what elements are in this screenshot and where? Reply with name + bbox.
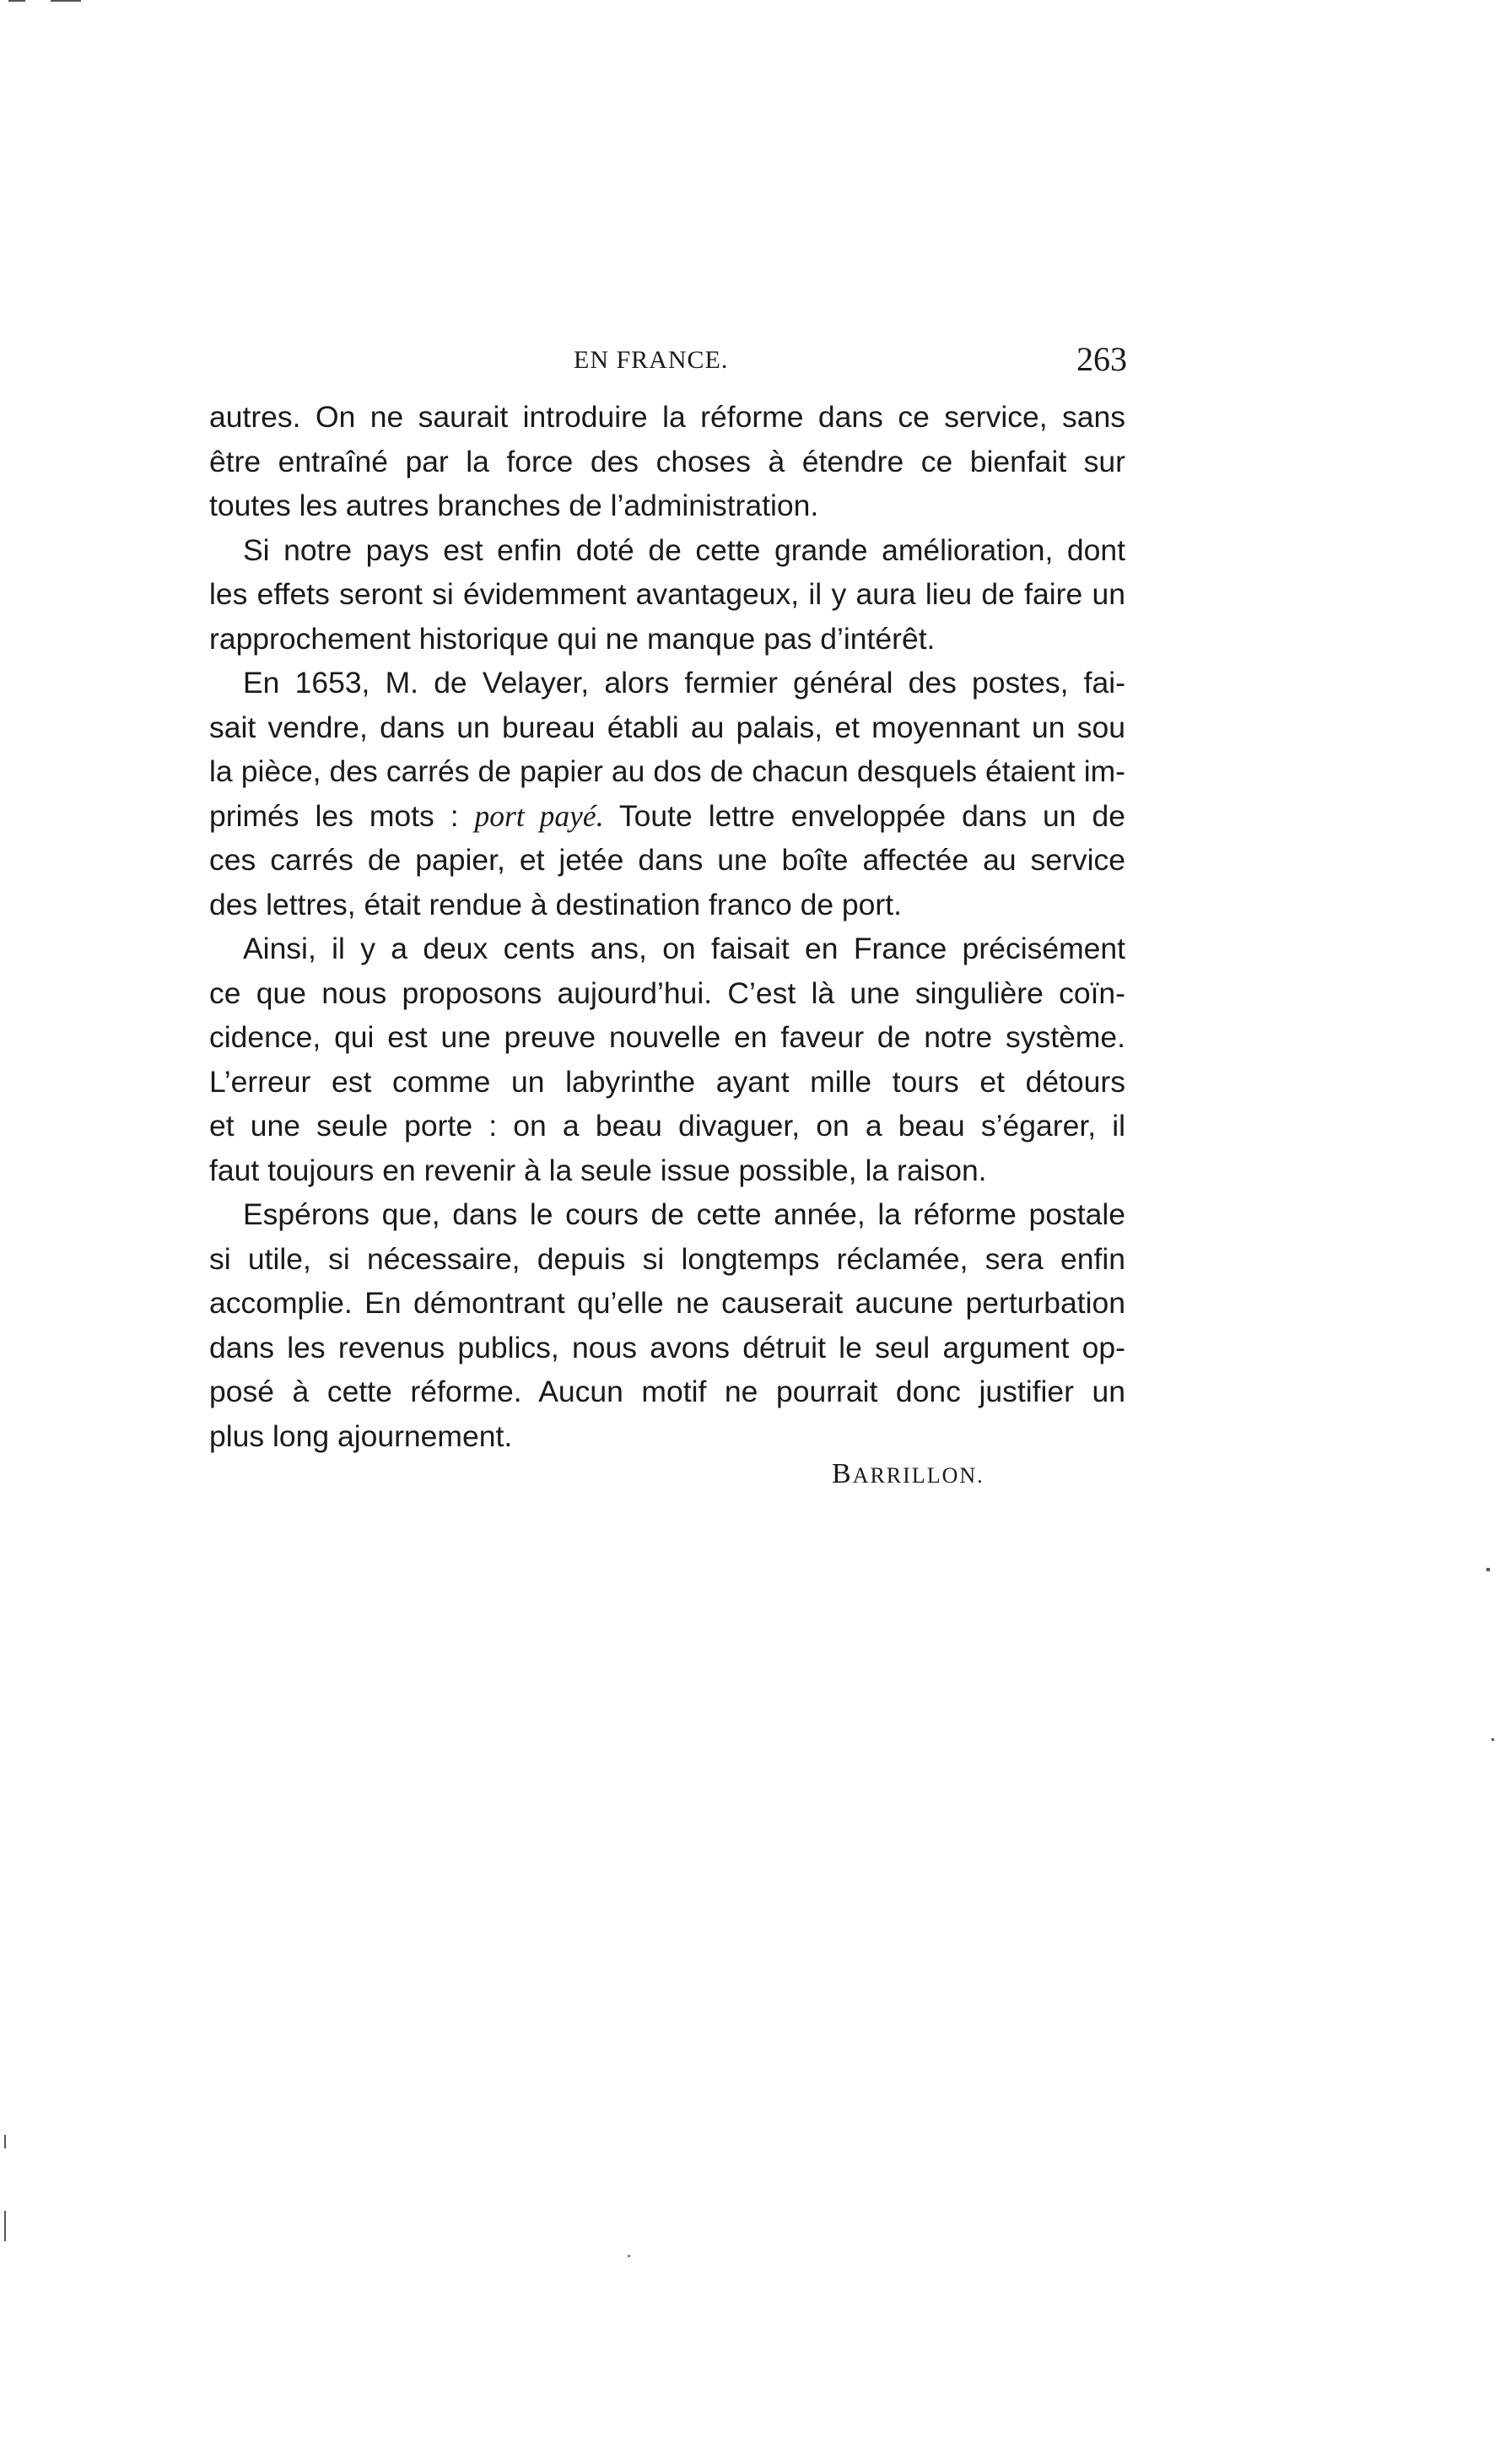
running-head bbox=[208, 339, 1127, 390]
scan-mark bbox=[4, 2135, 6, 2148]
scan-mark bbox=[1492, 1738, 1494, 1741]
scan-mark bbox=[4, 2211, 6, 2241]
text-line: si utile, si nécessaire, depuis si longtemps réclamée, sera enfin bbox=[209, 1241, 1125, 1276]
text-line: faut toujours en revenir à la seule issue possible, la raison. bbox=[209, 1153, 987, 1187]
italic-phrase: port payé. bbox=[474, 798, 604, 833]
text-segment: Toute lettre enveloppée dans un de bbox=[603, 798, 1125, 833]
text-line: En 1653, M. de Velayer, alors fermier général des postes, fai- bbox=[243, 666, 1125, 700]
author-signature bbox=[832, 1458, 984, 1490]
text-line: plus long ajournement. bbox=[209, 1418, 513, 1453]
text-line: Espérons que, dans le cours de cette année, la réforme postale bbox=[243, 1197, 1125, 1231]
text-line: sait vendre, dans un bureau établi au palais, et moyennant un sou bbox=[209, 710, 1125, 744]
scan-mark bbox=[51, 0, 81, 2]
signature-initial: B bbox=[832, 1458, 853, 1489]
text-line: être entraîné par la force des choses à étendre ce bienfait sur bbox=[209, 444, 1125, 478]
text-line: autres. On ne saurait introduire la réforme dans ce service, sans bbox=[209, 400, 1125, 434]
text-line: L’erreur est comme un labyrinthe ayant mille tours et détours bbox=[209, 1064, 1125, 1099]
text-line: la pièce, des carrés de papier au dos de chacun desquels étaient im- bbox=[209, 754, 1125, 788]
text-line: toutes les autres branches de l’administration. bbox=[209, 489, 819, 522]
body-text bbox=[209, 395, 1125, 1458]
text-line: et une seule porte : on a beau divaguer, on a beau s’égarer, il bbox=[209, 1109, 1125, 1143]
text-line: rapprochement historique qui ne manque pas d’intérêt. bbox=[209, 621, 936, 656]
text-line: dans les revenus publics, nous avons détruit le seul argument op- bbox=[209, 1330, 1125, 1364]
text-line bbox=[209, 794, 1125, 839]
scan-mark bbox=[628, 2255, 630, 2257]
text-segment: primés les mots : bbox=[209, 798, 475, 833]
text-line: des lettres, était rendue à destination franco de port. bbox=[209, 887, 902, 921]
text-line: cidence, qui est une preuve nouvelle en faveur de notre système. bbox=[209, 1020, 1125, 1054]
text-line: Ainsi, il y a deux cents ans, on faisait en France précisément bbox=[243, 932, 1125, 965]
text-line: ces carrés de papier, et jetée dans une boîte affectée au service bbox=[209, 843, 1125, 877]
scan-mark bbox=[8, 0, 25, 2]
text-line: les effets seront si évidemment avantageux, il y aura lieu de faire un bbox=[209, 577, 1125, 611]
signature-rest: ARRILLON. bbox=[852, 1463, 984, 1488]
text-line: ce que nous proposons aujourd’hui. C’est là une singulière coïn- bbox=[209, 975, 1125, 1010]
text-line: posé à cette réforme. Aucun motif ne pourrait donc justifier un bbox=[209, 1375, 1125, 1408]
scan-mark bbox=[1486, 1568, 1490, 1571]
page-number: 263 bbox=[1076, 340, 1127, 378]
running-title: EN FRANCE. bbox=[574, 346, 729, 374]
text-line: Si notre pays est enfin doté de cette grande amélioration, dont bbox=[243, 532, 1125, 567]
text-line: accomplie. En démontrant qu’elle ne causerait aucune perturbation bbox=[209, 1286, 1125, 1320]
